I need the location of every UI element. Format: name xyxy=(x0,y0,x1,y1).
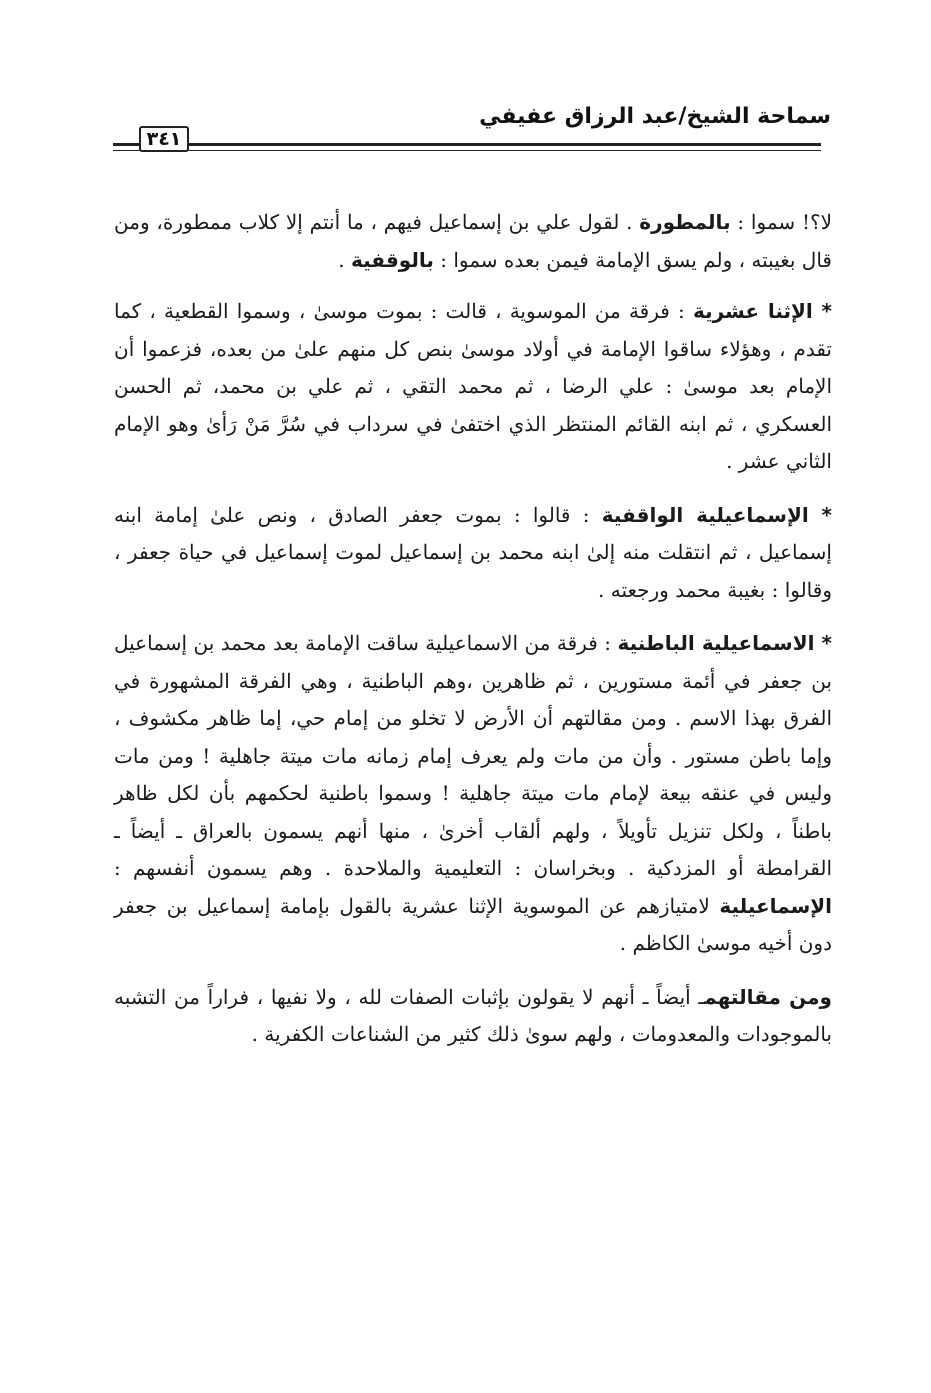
text-run: . xyxy=(338,247,351,272)
page-number: ٣٤١ xyxy=(139,126,189,152)
text-run: لامتيازهم عن الموسوية الإثنا عشرية بالقول بإمامة إسماعيل بن جعفر دون أخيه موسىٰ الكاظم . xyxy=(114,893,832,955)
text-run: : فرقة من الاسماعيلية ساقت الإمامة بعد محمد بن إسماعيل بن جعفر في أئمة مستورين ، ثم ظاهرين ،وهم الباطنية ، وهي الفرقة المشهورة في الفرق بهذا الاسم . ومن مقالتهم أن الأرض لا تخلو من إمام حي، إما ظاهر مكشوف ، وإما باطن مستور . وأن من مات ولم يعرف إمام زمانه مات ميتة جاهلية ! ومن مات وليس في عنقه بيعة لإمام مات ميتة جاهلية ! وسموا باطنية لحكمهم بأن لكل ظاهر باطناً ، ولكل تنزيل تأويلاً ، ولهم ألقاب أخرىٰ ، منها أنهم يسمون بالعراق ـ أيضاً ـ القرامطة أو المزدكية . وبخراسان : التعليمية والملاحدة . وهم يسمون أنفسهم : xyxy=(114,631,832,880)
bullet-star: * xyxy=(814,631,832,655)
paragraph-ismailiyya-waqifa xyxy=(114,497,832,610)
text-run: لا؟! سموا : xyxy=(730,210,832,234)
text-run: . لقول علي بن إسماعيل فيهم ، ما أنتم إلا كلاب ممطورة، ومن قال بغيبته ، ولم يسق الإمامة فيمن بعده سموا : xyxy=(114,210,832,272)
paragraph-ismailiyya-batiniyya xyxy=(114,625,832,963)
body-text xyxy=(114,204,832,1070)
running-header-title: سماحة الشيخ/عبد الرزاق عفيفي xyxy=(479,104,831,129)
text-run: : قالوا : بموت جعفر الصادق ، ونص علىٰ إمامة ابنه إسماعيل ، ثم انتقلت منه إلىٰ ابنه محمد بن إسماعيل لموت إسماعيل في حياة جعفر ، وقالوا : بغيبة محمد ورجعته . xyxy=(114,502,832,602)
term-bold: الإثنا عشرية xyxy=(692,299,813,323)
header-rule-thin xyxy=(113,150,821,151)
term-bold: بالوقفية xyxy=(351,247,434,272)
term-bold: الاسماعيلية الباطنية xyxy=(617,631,815,655)
term-bold: ومن مقالتهم xyxy=(704,984,832,1009)
term-bold: الإسماعيلية الواقفية xyxy=(601,502,809,527)
header-rule-thick xyxy=(113,143,821,146)
bullet-star: * xyxy=(812,299,833,323)
term-bold: الإسماعيلية xyxy=(719,893,832,918)
text-run: ـ أيضاً ـ أنهم لا يقولون بإثبات الصفات لله ، ولا نفيها ، فراراً من التشبه بالموجودات والمعدومات ، ولهم سوىٰ ذلك كثير من الشناعات الكفرية . xyxy=(114,984,832,1046)
text-run: : فرقة من الموسوية ، قالت : بموت موسىٰ ، وسموا القطعية ، كما تقدم ، وهؤلاء ساقوا الإمامة في أولاد موسىٰ بنص كل منهم علىٰ من بعده، فزعموا أن الإمام بعد موسىٰ : علي الرضا ، ثم محمد التقي ، ثم علي بن محمد، ثم الحسن العسكري ، ثم ابنه القائم المنتظر الذي اختفىٰ في سرداب في سُرَّ مَنْ رَأىٰ وهو الإمام الثاني عشر . xyxy=(114,299,833,473)
bullet-star: * xyxy=(808,502,832,527)
paragraph-their-doctrines xyxy=(114,979,832,1054)
term-bold: بالمطورة xyxy=(639,210,731,234)
paragraph-1 xyxy=(114,204,832,279)
paragraph-ithna-ashariyya xyxy=(114,293,832,481)
